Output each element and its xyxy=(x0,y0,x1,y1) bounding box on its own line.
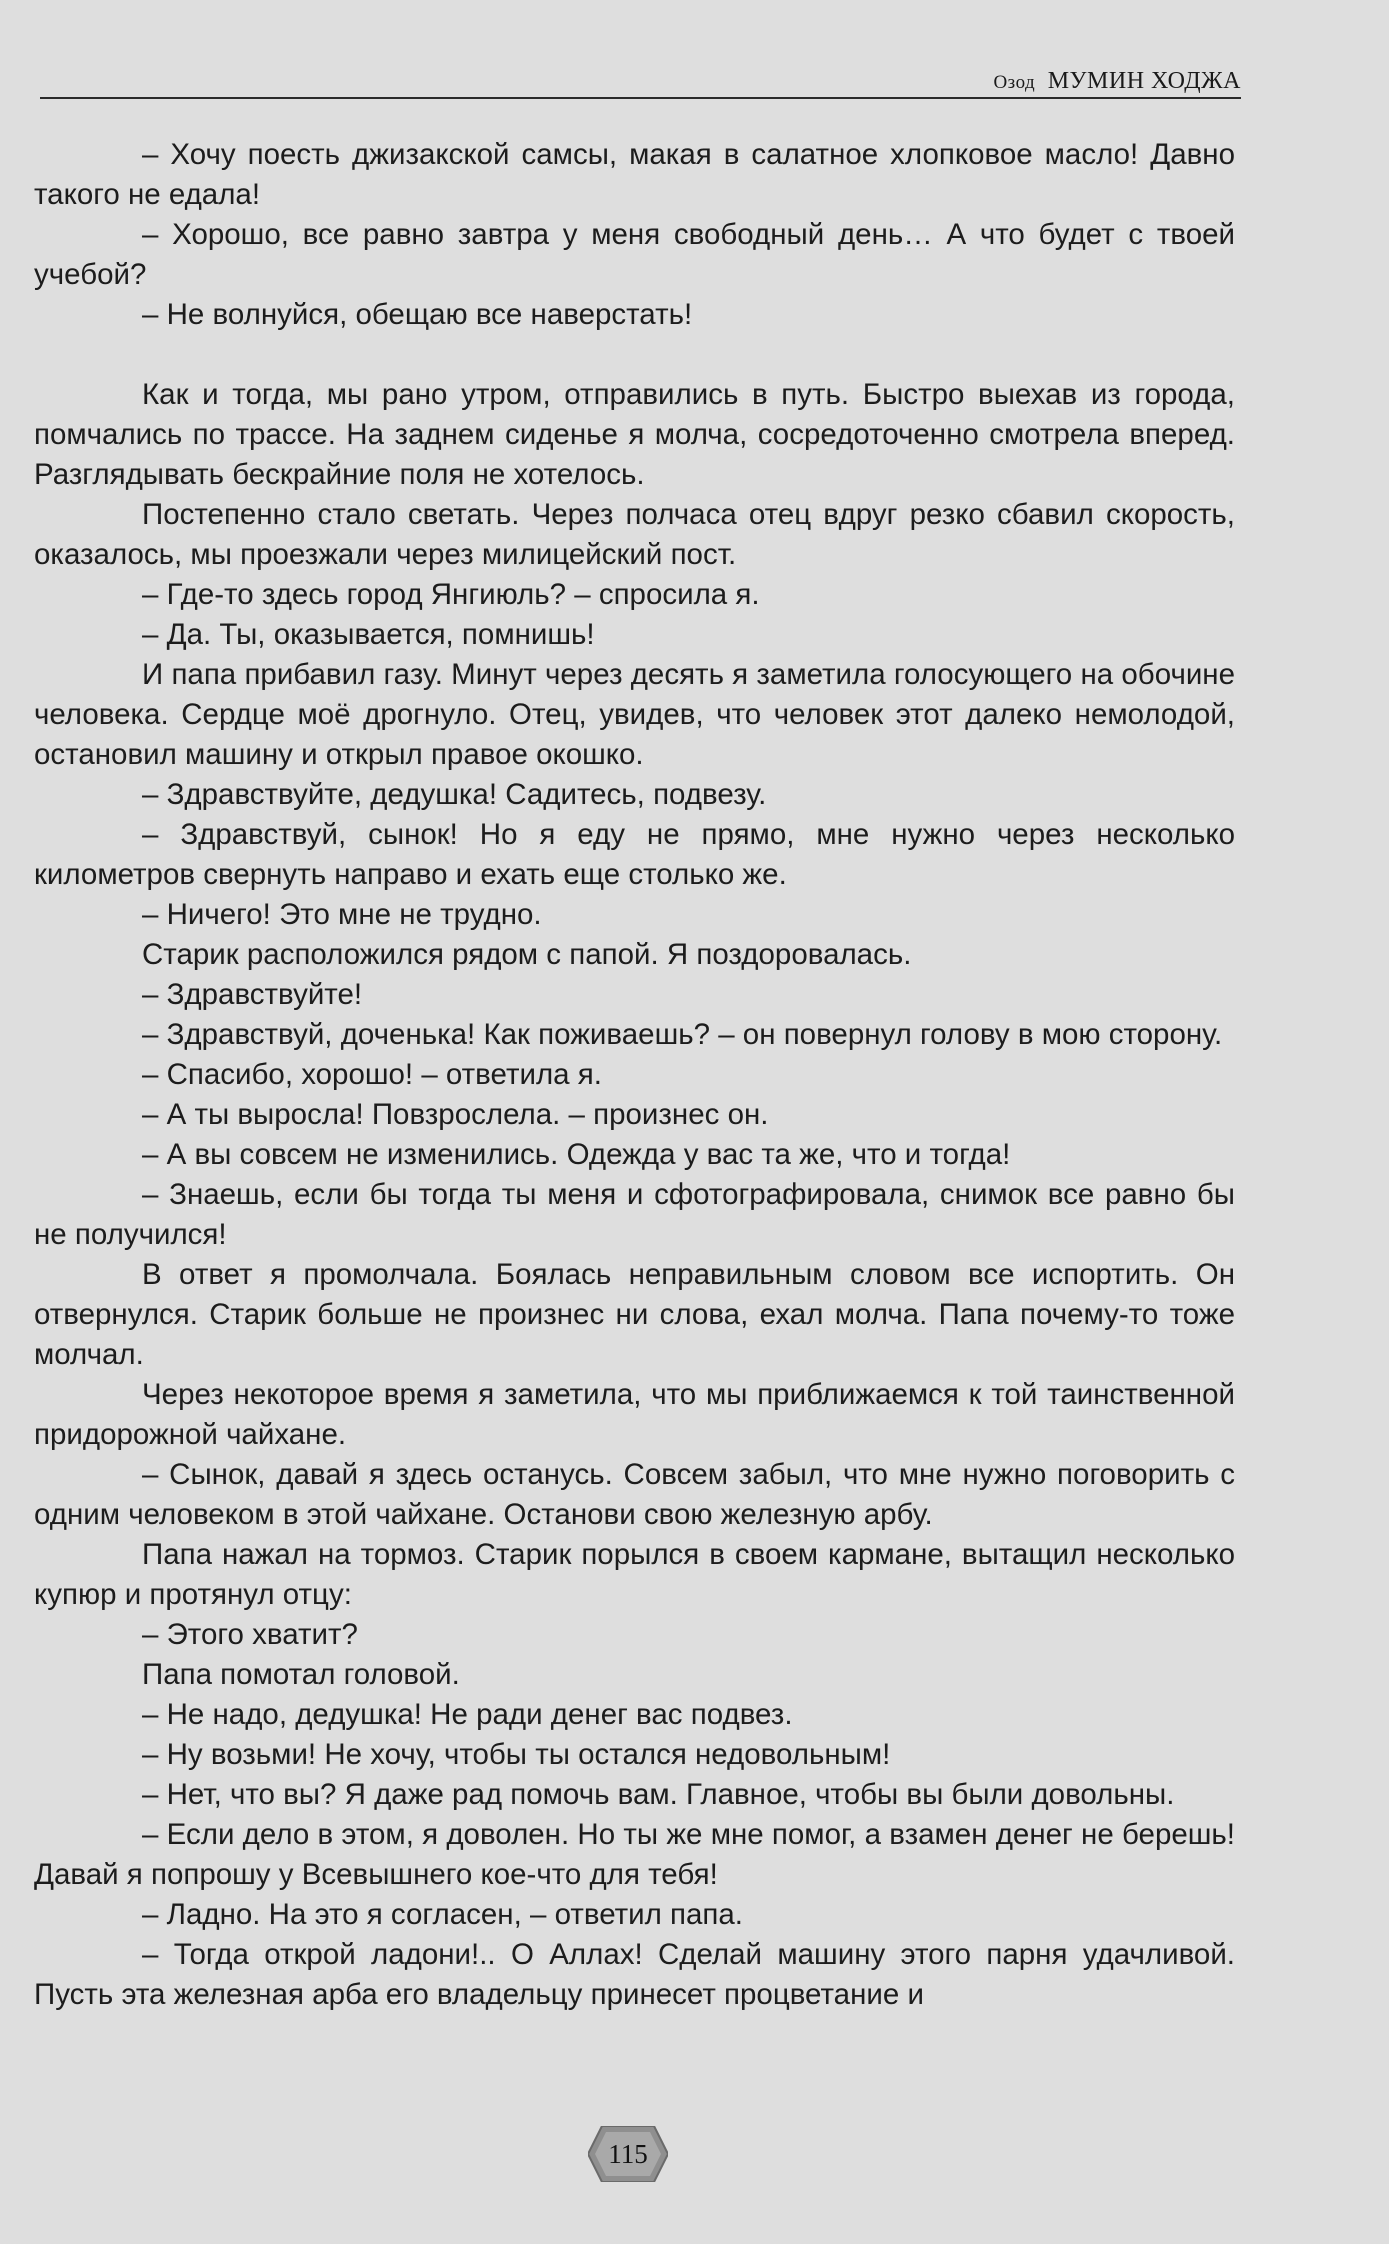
body-paragraph: – Спасибо, хорошо! – ответила я. xyxy=(142,1058,602,1091)
body-paragraph: – Ладно. На это я согласен, – ответил папа. xyxy=(142,1898,743,1931)
body-paragraph: – Хорошо, все равно завтра у меня свободный день… А что будет с твоей учебой? xyxy=(34,218,1235,291)
body-paragraph: Папа помотал головой. xyxy=(142,1658,460,1691)
page-number: 115 xyxy=(608,2139,648,2169)
body-paragraph: – Тогда открой ладони!.. О Аллах! Сделай машину этого парня удачливой. Пусть эта железная арба его владельцу принесет процветание и xyxy=(34,1938,1235,2011)
header-rule xyxy=(40,97,1241,99)
body-paragraph: – Хочу поесть джизакской самсы, макая в салатное хлопковое масло! Давно такого не едала! xyxy=(34,138,1235,211)
header-author: МУМИН ХОДЖА xyxy=(1047,68,1241,94)
body-paragraph: Как и тогда, мы рано утром, отправились в путь. Быстро выехав из города, помчались по трассе. На заднем сиденье я молча, сосредоточенно смотрела вперед. Разглядывать бескрайние поля не хотелось. xyxy=(34,378,1235,491)
body-paragraph: – Сынок, давай я здесь останусь. Совсем забыл, что мне нужно поговорить с одним человеком в этой чайхане. Останови свою железную арбу. xyxy=(34,1458,1235,1531)
body-paragraph: – Если дело в этом, я доволен. Но ты же мне помог, а взамен денег не берешь! Давай я попрошу у Всевышнего кое-что для тебя! xyxy=(34,1818,1235,1891)
body-paragraph: – Где-то здесь город Янгиюль? – спросила я. xyxy=(142,578,760,611)
body-paragraph: – А ты выросла! Повзрослела. – произнес он. xyxy=(142,1098,769,1131)
body-paragraph: Папа нажал на тормоз. Старик порылся в своем кармане, вытащил несколько купюр и протянул отцу: xyxy=(34,1538,1235,1611)
body-paragraph: – Здравствуй, сынок! Но я еду не прямо, мне нужно через несколько километров свернуть направо и ехать еще столько же. xyxy=(34,818,1235,891)
body-paragraph: Постепенно стало светать. Через полчаса отец вдруг резко сбавил скорость, оказалось, мы проезжали через милицейский пост. xyxy=(34,498,1235,571)
page-number-badge xyxy=(588,2126,668,2182)
body-paragraph: – Ну возьми! Не хочу, чтобы ты остался недовольным! xyxy=(142,1738,891,1771)
body-paragraph: Через некоторое время я заметила, что мы приближаемся к той таинственной придорожной чайхане. xyxy=(34,1378,1235,1451)
body-paragraph: – А вы совсем не изменились. Одежда у вас та же, что и тогда! xyxy=(142,1138,1011,1171)
body-paragraph: – Здравствуйте, дедушка! Садитесь, подвезу. xyxy=(142,778,767,811)
body-text xyxy=(34,135,1235,2015)
body-paragraph: – Знаешь, если бы тогда ты меня и сфотографировала, снимок все равно бы не получился! xyxy=(34,1178,1235,1251)
body-paragraph: В ответ я промолчала. Боялась неправильным словом все испортить. Он отвернулся. Старик больше не произнес ни слова, ехал молча. Папа почему-то тоже молчал. xyxy=(34,1258,1235,1371)
body-paragraph: – Здравствуйте! xyxy=(142,978,363,1011)
body-paragraph: – Да. Ты, оказывается, помнишь! xyxy=(142,618,595,651)
running-header xyxy=(993,68,1241,95)
body-paragraph: И папа прибавил газу. Минут через десять я заметила голосующего на обочине человека. Сердце моё дрогнуло. Отец, увидев, что человек этот далеко немолодой, остановил машину и открыл правое окошко. xyxy=(34,658,1235,771)
header-prefix: Озод xyxy=(993,72,1036,93)
body-paragraph: – Здравствуй, доченька! Как поживаешь? – он повернул голову в мою сторону. xyxy=(142,1018,1223,1051)
body-paragraph: Старик расположился рядом с папой. Я поздоровалась. xyxy=(142,938,912,971)
body-paragraph: – Не надо, дедушка! Не ради денег вас подвез. xyxy=(142,1698,793,1731)
body-paragraph: – Этого хватит? xyxy=(142,1618,358,1651)
body-paragraph: – Нет, что вы? Я даже рад помочь вам. Главное, чтобы вы были довольны. xyxy=(142,1778,1175,1811)
body-paragraph: – Не волнуйся, обещаю все наверстать! xyxy=(142,298,693,331)
body-paragraph: – Ничего! Это мне не трудно. xyxy=(142,898,542,931)
